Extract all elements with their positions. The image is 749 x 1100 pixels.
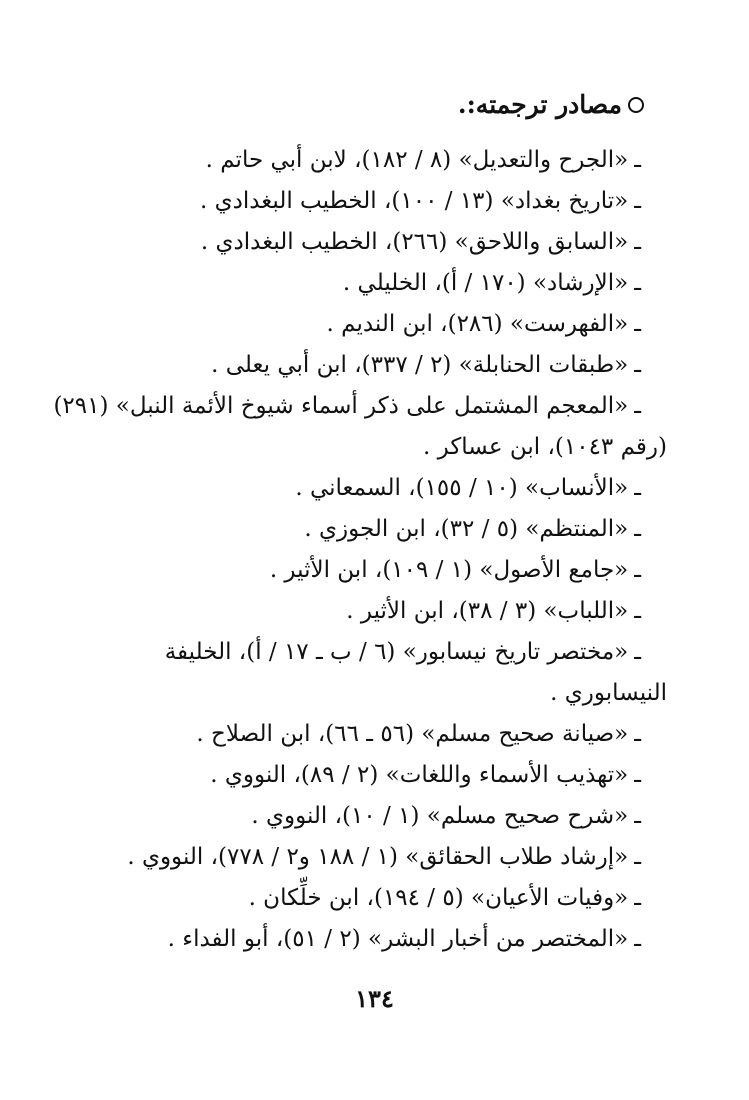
source-entry-continuation	[27, 427, 667, 468]
entry-dash: ـ	[634, 598, 641, 624]
source-entry	[81, 468, 641, 509]
entry-text: «جامع الأصول» (١ / ١٠٩)، ابن الأثير .	[269, 557, 629, 583]
source-entry	[81, 345, 641, 386]
source-entry	[81, 509, 641, 550]
entry-dash: ـ	[634, 475, 641, 501]
source-entry	[81, 796, 641, 837]
entry-text: «الفهرست» (٢٨٦)، ابن النديم .	[326, 311, 629, 337]
entry-text: «الأنساب» (١٠ / ١٥٥)، السمعاني .	[295, 475, 629, 501]
source-entry	[81, 714, 641, 755]
entry-text: «شرح صحيح مسلم» (١ / ١٠)، النووي .	[251, 803, 629, 829]
entry-text: «الجرح والتعديل» (٨ / ١٨٢)، لابن أبي حاتم .	[205, 147, 629, 173]
entry-dash: ـ	[634, 311, 641, 337]
entry-text: «السابق واللاحق» (٢٦٦)، الخطيب البغدادي .	[200, 229, 629, 255]
entry-dash: ـ	[634, 885, 641, 911]
entry-text: النيسابوري .	[550, 680, 667, 706]
entry-dash: ـ	[634, 270, 641, 296]
source-entry	[81, 755, 641, 796]
entry-text: «تهذيب الأسماء واللغات» (٢ / ٨٩)، النووي .	[210, 762, 629, 788]
source-entry	[81, 222, 641, 263]
section-heading-text: مصادر ترجمته:.	[457, 90, 622, 119]
entry-dash: ـ	[634, 557, 641, 583]
entry-text: «المنتظم» (٥ / ٣٢)، ابن الجوزي .	[304, 516, 629, 542]
entry-dash: ـ	[634, 393, 641, 419]
entry-dash: ـ	[634, 352, 641, 378]
entry-text: «صيانة صحيح مسلم» (٥٦ ـ ٦٦)، ابن الصلاح .	[196, 721, 629, 747]
source-entry	[81, 591, 641, 632]
entry-text: «الإرشاد» (١٧٠ / أ)، الخليلي .	[342, 270, 629, 296]
source-entry	[1, 386, 641, 427]
source-entry	[1, 632, 641, 673]
entry-text: «مختصر تاريخ نيسابور» (٦ / ب ـ ١٧ / أ)، الخليفة	[164, 639, 629, 665]
source-entry	[81, 550, 641, 591]
entry-dash: ـ	[634, 844, 641, 870]
entry-dash: ـ	[634, 639, 641, 665]
page-number: ١٣٤	[355, 984, 394, 1013]
entry-text: (رقم ١٠٤٣)، ابن عساكر .	[423, 434, 667, 460]
entry-dash: ـ	[634, 762, 641, 788]
source-entry	[81, 878, 641, 919]
source-entry	[81, 181, 641, 222]
entry-text: «المختصر من أخبار البشر» (٢ / ٥١)، أبو الفداء .	[167, 926, 629, 952]
entry-dash: ـ	[634, 926, 641, 952]
entry-text: «إرشاد طلاب الحقائق» (١ / ١٨٨ و٢ / ٧٧٨)، النووي .	[127, 844, 629, 870]
source-entry	[81, 140, 641, 181]
entry-dash: ـ	[634, 147, 641, 173]
entry-dash: ـ	[634, 803, 641, 829]
source-entry	[81, 304, 641, 345]
source-entry-continuation	[27, 673, 667, 714]
source-entry	[81, 263, 641, 304]
circle-bullet-icon	[628, 97, 644, 113]
entry-text: «تاريخ بغداد» (١٣ / ١٠٠)، الخطيب البغدادي .	[199, 188, 629, 214]
source-entry	[81, 919, 641, 960]
entry-text: «اللباب» (٣ / ٣٨)، ابن الأثير .	[346, 598, 629, 624]
source-entry	[81, 837, 641, 878]
entry-text: «وفيات الأعيان» (٥ / ١٩٤)، ابن خلِّكان .	[248, 885, 629, 911]
entry-text: «المعجم المشتمل على ذكر أسماء شيوخ الأئمة النبل» (٢٩١)	[53, 393, 629, 419]
entry-dash: ـ	[634, 188, 641, 214]
section-heading	[458, 88, 644, 122]
sources-list	[53, 140, 667, 960]
entry-dash: ـ	[634, 721, 641, 747]
entry-dash: ـ	[634, 229, 641, 255]
entry-text: «طبقات الحنابلة» (٢ / ٣٣٧)، ابن أبي يعلى .	[211, 352, 629, 378]
entry-dash: ـ	[634, 516, 641, 542]
